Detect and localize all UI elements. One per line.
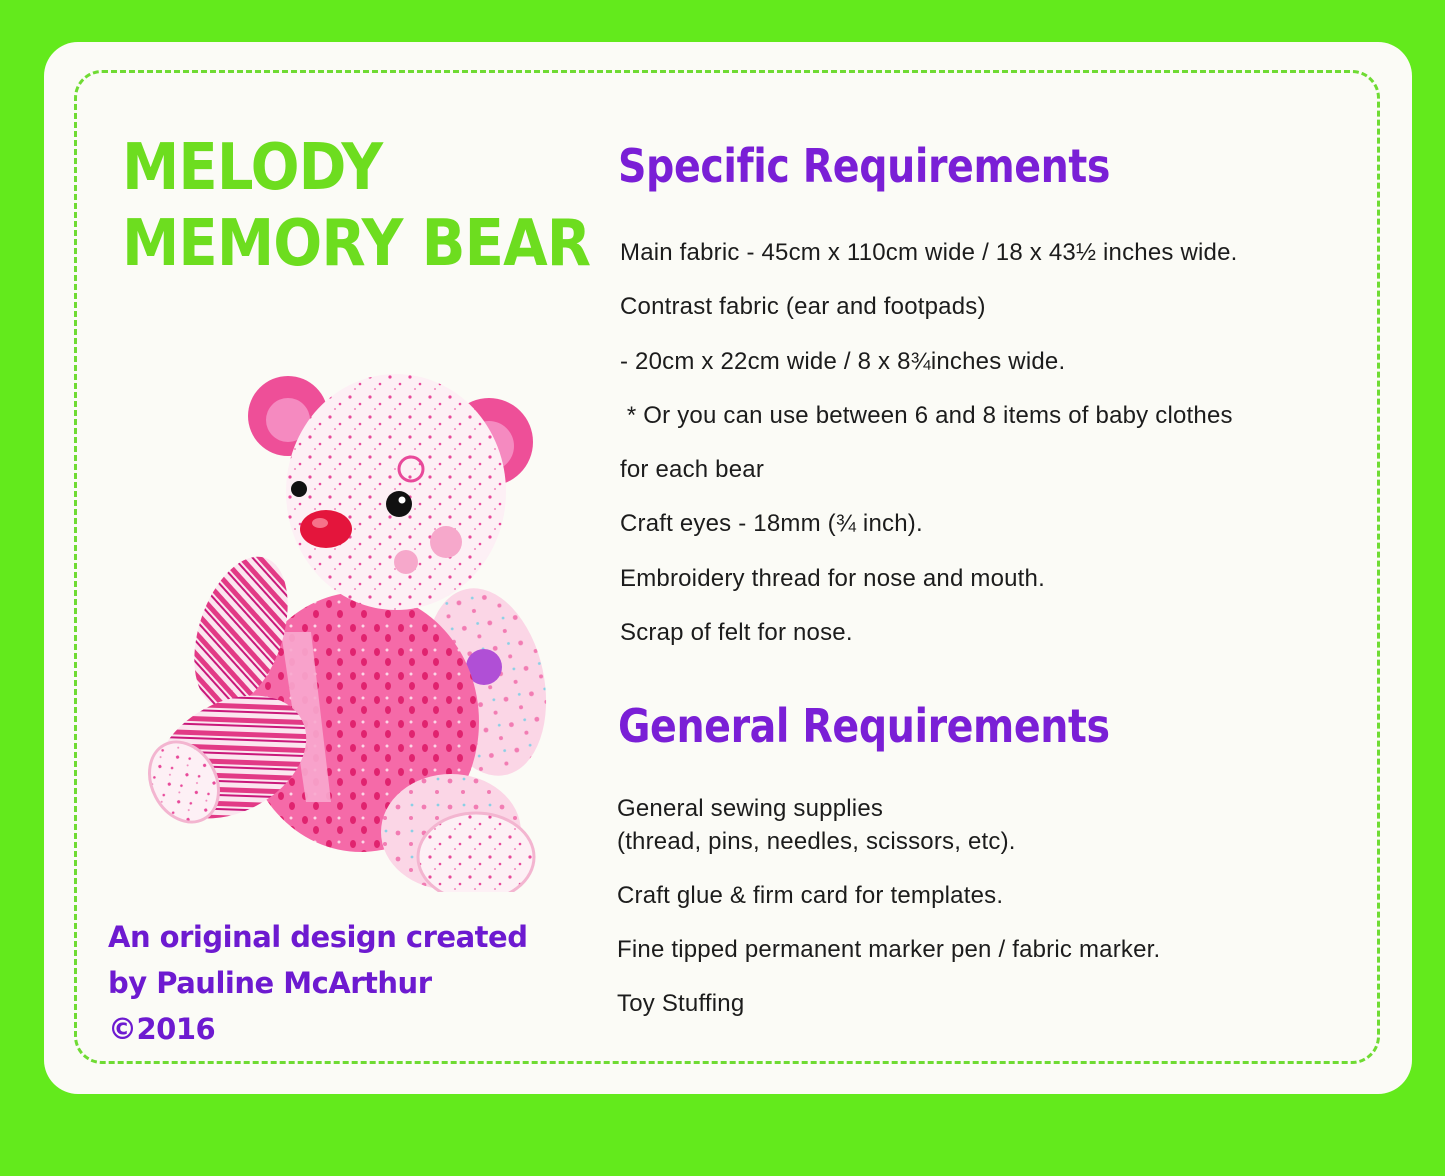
general-requirements-list [617, 792, 1160, 1041]
list-item: Craft glue & firm card for templates. [617, 882, 1004, 909]
list-item-line: General sewing supplies [617, 795, 884, 822]
list-item-line: (thread, pins, needles, scissors, etc). [617, 828, 1016, 855]
bear-nose [300, 510, 352, 548]
copyright-year: ©2016 [108, 1012, 216, 1046]
list-item: Toy Stuffing [617, 990, 745, 1017]
list-item: * Or you can use between 6 and 8 items of baby clothes [620, 401, 1233, 429]
pattern-info-card [44, 42, 1412, 1094]
list-item: - 20cm x 22cm wide / 8 x 8¾inches wide. [620, 347, 1066, 375]
list-item: Scrap of felt for nose. [620, 619, 853, 647]
list-item: Contrast fabric (ear and footpads) [620, 293, 986, 321]
specific-requirements-list [620, 238, 1238, 672]
title-line-2: MEMORY BEAR [122, 207, 591, 281]
credit-line-2: by Pauline McArthur [108, 966, 432, 1000]
bear-photo [106, 332, 556, 892]
list-item: Main fabric - 45cm x 110cm wide / 18 x 43½ inches wide. [620, 239, 1238, 266]
pattern-title [122, 130, 590, 282]
title-line-1: MELODY [122, 131, 383, 205]
list-item [617, 792, 1160, 858]
designer-credit [108, 914, 527, 1052]
general-requirements-heading: General Requirements [618, 699, 1110, 753]
list-item: Fine tipped permanent marker pen / fabric marker. [617, 936, 1161, 963]
list-item: Craft eyes - 18mm (¾ inch). [620, 510, 923, 538]
bear-left-eye [291, 481, 307, 497]
list-item: Embroidery thread for nose and mouth. [620, 564, 1045, 592]
credit-line-1: An original design created [108, 920, 528, 954]
list-item: for each bear [620, 456, 765, 484]
bear-right-footpad [418, 813, 534, 892]
bear-right-eye [386, 491, 412, 517]
specific-requirements-heading: Specific Requirements [618, 139, 1110, 193]
